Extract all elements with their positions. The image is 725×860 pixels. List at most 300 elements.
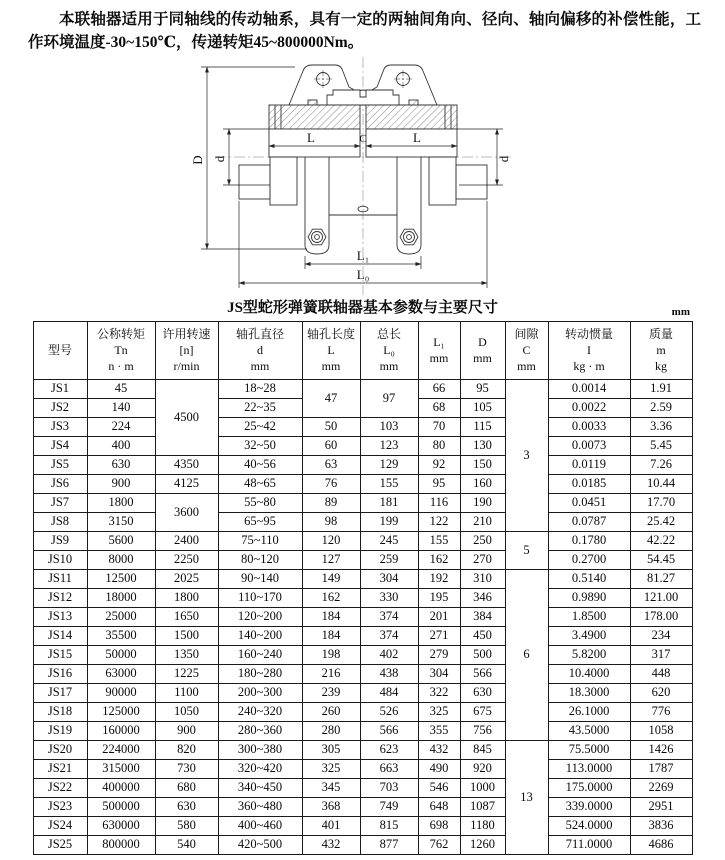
table-cell: 80~120 (218, 550, 302, 569)
table-cell: 140~200 (218, 626, 302, 645)
table-cell: 3.36 (630, 417, 692, 436)
table-cell: 97 (360, 379, 418, 417)
model-cell: JS9 (33, 531, 87, 550)
model-cell: JS20 (33, 740, 87, 759)
table-cell: 155 (418, 531, 460, 550)
table-cell: 125000 (87, 702, 155, 721)
table-cell: 304 (418, 664, 460, 683)
table-cell: 524.0000 (548, 816, 630, 835)
table-cell: 756 (460, 721, 505, 740)
table-cell: 13 (505, 740, 548, 854)
column-header-bore-length: 轴孔长度 L mm (302, 321, 360, 379)
table-cell: 18~28 (218, 379, 302, 398)
table-cell: 259 (360, 550, 418, 569)
key-nub-right (409, 100, 418, 105)
table-cell: 0.2700 (548, 550, 630, 569)
table-cell: 17.70 (630, 493, 692, 512)
table-cell: 900 (87, 474, 155, 493)
model-cell: JS25 (33, 835, 87, 854)
hub-body-right (366, 129, 457, 157)
table-cell: 4350 (155, 455, 218, 474)
table-cell: 0.0787 (548, 512, 630, 531)
table-cell: 40~56 (218, 455, 302, 474)
table-cell: 800000 (87, 835, 155, 854)
table-cell: 5.8200 (548, 645, 630, 664)
table-row (33, 797, 692, 816)
table-cell: 89 (302, 493, 360, 512)
table-cell: 3150 (87, 512, 155, 531)
table-cell: 113.0000 (548, 759, 630, 778)
table-cell: 711.0000 (548, 835, 630, 854)
table-cell: 75~110 (218, 531, 302, 550)
table-cell: 1058 (630, 721, 692, 740)
hub-lower-right (429, 157, 456, 205)
table-cell: 0.0451 (548, 493, 630, 512)
table-cell: 3 (505, 379, 548, 531)
table-cell: 540 (155, 835, 218, 854)
table-cell: 1.91 (630, 379, 692, 398)
table-cell: 325 (302, 759, 360, 778)
table-cell: 484 (360, 683, 418, 702)
table-cell: 1087 (460, 797, 505, 816)
table-cell: 25~42 (218, 417, 302, 436)
hex-bolt-icon (308, 229, 326, 245)
table-cell: 401 (302, 816, 360, 835)
table-cell: 216 (302, 664, 360, 683)
table-cell: 192 (418, 569, 460, 588)
table-cell: 50 (302, 417, 360, 436)
table-cell: 1260 (460, 835, 505, 854)
table-cell: 762 (418, 835, 460, 854)
table-row (33, 759, 692, 778)
key-nub-left (308, 100, 317, 105)
table-cell: 663 (360, 759, 418, 778)
table-cell: 70 (418, 417, 460, 436)
hex-bolt-icon (400, 229, 418, 245)
table-cell: 271 (418, 626, 460, 645)
table-cell: 162 (302, 588, 360, 607)
table-cell: 630 (155, 797, 218, 816)
intro-paragraph: 本联轴器适用于同轴线的传动轴系，具有一定的两轴间角向、径向、轴向偏移的补偿性能，工作环境温度-30~150℃，传递转矩45~800000Nm。 (28, 11, 701, 52)
table-cell: 18.3000 (548, 683, 630, 702)
table-cell: 345 (302, 778, 360, 797)
table-cell: 270 (460, 550, 505, 569)
column-header-moment-of-inertia: 转动惯量 I kg · m (548, 321, 630, 379)
table-row (33, 493, 692, 512)
table-row (33, 474, 692, 493)
model-cell: JS24 (33, 816, 87, 835)
table-cell: 26.1000 (548, 702, 630, 721)
table-cell: 75.5000 (548, 740, 630, 759)
table-cell: 920 (460, 759, 505, 778)
table-row (33, 417, 692, 436)
table-cell: 698 (418, 816, 460, 835)
table-cell: 18000 (87, 588, 155, 607)
table-cell: 121.00 (630, 588, 692, 607)
table-cell: 0.0185 (548, 474, 630, 493)
table-cell: 10.44 (630, 474, 692, 493)
table-cell: 3.4900 (548, 626, 630, 645)
table-cell: 210 (460, 512, 505, 531)
table-cell: 5.45 (630, 436, 692, 455)
table-cell: 63 (302, 455, 360, 474)
table-cell: 178.00 (630, 607, 692, 626)
table-cell: 400~460 (218, 816, 302, 835)
table-cell: 339.0000 (548, 797, 630, 816)
table-cell: 1426 (630, 740, 692, 759)
model-cell: JS1 (33, 379, 87, 398)
model-cell: JS11 (33, 569, 87, 588)
table-cell: 98 (302, 512, 360, 531)
model-cell: JS13 (33, 607, 87, 626)
dim-label-C: C (358, 132, 367, 145)
table-cell: 776 (630, 702, 692, 721)
model-cell: JS7 (33, 493, 87, 512)
table-cell: 730 (155, 759, 218, 778)
table-cell: 1000 (460, 778, 505, 797)
table-row (33, 721, 692, 740)
table-row (33, 607, 692, 626)
table-cell: 2269 (630, 778, 692, 797)
table-cell: 162 (418, 550, 460, 569)
document-page (0, 8, 725, 855)
table-cell: 330 (360, 588, 418, 607)
table-cell: 184 (302, 607, 360, 626)
dim-label-L-right: L (412, 129, 421, 145)
table-cell: 0.0073 (548, 436, 630, 455)
table-cell: 224 (87, 417, 155, 436)
table-cell: 122 (418, 512, 460, 531)
table-cell: 140 (87, 398, 155, 417)
table-cell: 3600 (155, 493, 218, 531)
table-cell: 648 (418, 797, 460, 816)
parameters-table (33, 321, 693, 855)
table-cell: 374 (360, 607, 418, 626)
model-cell: JS17 (33, 683, 87, 702)
table-title-row (33, 297, 692, 319)
column-header-mass: 质量 m kg (630, 321, 692, 379)
table-body (33, 379, 692, 854)
table-cell: 65~95 (218, 512, 302, 531)
table-cell: 566 (360, 721, 418, 740)
table-cell: 374 (360, 626, 418, 645)
table-cell: 346 (460, 588, 505, 607)
table-cell: 60 (302, 436, 360, 455)
table-cell: 2951 (630, 797, 692, 816)
table-row (33, 626, 692, 645)
table-cell: 355 (418, 721, 460, 740)
dim-label-d-left: d (211, 155, 227, 162)
table-cell: 22~35 (218, 398, 302, 417)
table-cell: 1225 (155, 664, 218, 683)
table-cell: 1500 (155, 626, 218, 645)
shaft-stub-right (456, 165, 487, 199)
column-header-nominal-torque: 公称转矩 Tn n · m (87, 321, 155, 379)
dim-label-D: D (189, 154, 205, 165)
column-header-bore-diameter: 轴孔直径 d mm (218, 321, 302, 379)
table-cell: 402 (360, 645, 418, 664)
table-cell: 175.0000 (548, 778, 630, 797)
table-cell: 5600 (87, 531, 155, 550)
dim-label-L1: L₁ (356, 247, 369, 263)
table-cell: 63000 (87, 664, 155, 683)
table-cell: 199 (360, 512, 418, 531)
table-row (33, 550, 692, 569)
table-cell: 54.45 (630, 550, 692, 569)
table-cell: 1.8500 (548, 607, 630, 626)
table-cell: 680 (155, 778, 218, 797)
table-cell: 580 (155, 816, 218, 835)
table-cell: 10.4000 (548, 664, 630, 683)
table-cell: 66 (418, 379, 460, 398)
table-cell: 260 (302, 702, 360, 721)
table-cell: 432 (302, 835, 360, 854)
table-cell: 438 (360, 664, 418, 683)
table-header (33, 321, 692, 379)
table-cell: 110~170 (218, 588, 302, 607)
table-cell: 105 (460, 398, 505, 417)
table-cell: 181 (360, 493, 418, 512)
table-cell: 123 (360, 436, 418, 455)
table-cell: 160~240 (218, 645, 302, 664)
table-cell: 116 (418, 493, 460, 512)
table-cell: 90000 (87, 683, 155, 702)
model-cell: JS3 (33, 417, 87, 436)
table-cell: 526 (360, 702, 418, 721)
table-row (33, 455, 692, 474)
flange-left (269, 105, 360, 129)
table-cell: 0.0022 (548, 398, 630, 417)
table-cell: 2250 (155, 550, 218, 569)
table-cell: 8000 (87, 550, 155, 569)
table-cell: 749 (360, 797, 418, 816)
table-cell: 12500 (87, 569, 155, 588)
table-cell: 184 (302, 626, 360, 645)
table-cell: 340~450 (218, 778, 302, 797)
model-cell: JS14 (33, 626, 87, 645)
table-cell: 103 (360, 417, 418, 436)
table-cell: 432 (418, 740, 460, 759)
table-cell: 500000 (87, 797, 155, 816)
table-cell: 325 (418, 702, 460, 721)
table-cell: 150 (460, 455, 505, 474)
table-cell: 0.0014 (548, 379, 630, 398)
table-cell: 180~280 (218, 664, 302, 683)
table-row (33, 379, 692, 398)
table-row (33, 436, 692, 455)
table-title: JS型蛇形弹簧联轴器基本参数与主要尺寸 (227, 299, 498, 316)
model-cell: JS16 (33, 664, 87, 683)
table-cell: 279 (418, 645, 460, 664)
column-header-model: 型号 (33, 321, 87, 379)
table-cell: 90~140 (218, 569, 302, 588)
table-cell: 160000 (87, 721, 155, 740)
model-cell: JS19 (33, 721, 87, 740)
table-cell: 384 (460, 607, 505, 626)
dim-label-L-left: L (306, 129, 315, 145)
table-cell: 95 (418, 474, 460, 493)
model-cell: JS23 (33, 797, 87, 816)
table-cell: 1350 (155, 645, 218, 664)
table-row (33, 702, 692, 721)
table-cell: 201 (418, 607, 460, 626)
table-row (33, 835, 692, 854)
table-cell: 50000 (87, 645, 155, 664)
table-row (33, 683, 692, 702)
table-cell: 630 (87, 455, 155, 474)
table-cell: 304 (360, 569, 418, 588)
table-cell: 130 (460, 436, 505, 455)
table-cell: 300~380 (218, 740, 302, 759)
table-cell: 900 (155, 721, 218, 740)
table-row (33, 816, 692, 835)
table-cell: 2025 (155, 569, 218, 588)
table-cell: 400 (87, 436, 155, 455)
hub-lower-left (270, 157, 297, 205)
table-cell: 55~80 (218, 493, 302, 512)
table-cell: 675 (460, 702, 505, 721)
table-cell: 2400 (155, 531, 218, 550)
table-cell: 450 (460, 626, 505, 645)
table-cell: 43.5000 (548, 721, 630, 740)
table-header-row (33, 321, 692, 379)
table-cell: 80 (418, 436, 460, 455)
table-cell: 315000 (87, 759, 155, 778)
table-cell: 198 (302, 645, 360, 664)
coupling-drawing-svg (177, 57, 549, 297)
table-cell: 368 (302, 797, 360, 816)
table-cell: 280 (302, 721, 360, 740)
model-cell: JS22 (33, 778, 87, 797)
table-cell: 245 (360, 531, 418, 550)
table-cell: 703 (360, 778, 418, 797)
model-cell: JS5 (33, 455, 87, 474)
model-cell: JS2 (33, 398, 87, 417)
table-cell: 120~200 (218, 607, 302, 626)
table-cell: 4500 (155, 379, 218, 455)
table-row (33, 588, 692, 607)
shaft-stub-left (239, 165, 270, 199)
table-cell: 1100 (155, 683, 218, 702)
table-cell: 1050 (155, 702, 218, 721)
table-cell: 0.0119 (548, 455, 630, 474)
table-cell: 95 (460, 379, 505, 398)
table-cell: 35500 (87, 626, 155, 645)
table-cell: 7.26 (630, 455, 692, 474)
table-cell: 224000 (87, 740, 155, 759)
dim-label-L0: L₀ (356, 266, 369, 282)
table-cell: 490 (418, 759, 460, 778)
table-cell: 195 (418, 588, 460, 607)
table-cell: 630 (460, 683, 505, 702)
table-cell: 320~420 (218, 759, 302, 778)
table-cell: 4686 (630, 835, 692, 854)
column-header-clearance: 间隙 C mm (505, 321, 548, 379)
table-cell: 115 (460, 417, 505, 436)
table-cell: 155 (360, 474, 418, 493)
dim-label-d-right: d (495, 155, 511, 162)
model-cell: JS8 (33, 512, 87, 531)
table-cell: 420~500 (218, 835, 302, 854)
table-cell: 25.42 (630, 512, 692, 531)
model-cell: JS18 (33, 702, 87, 721)
table-cell: 820 (155, 740, 218, 759)
table-cell: 1800 (87, 493, 155, 512)
table-cell: 845 (460, 740, 505, 759)
table-cell: 2.59 (630, 398, 692, 417)
coupling-drawing (177, 57, 549, 297)
table-cell: 317 (630, 645, 692, 664)
model-cell: JS4 (33, 436, 87, 455)
table-cell: 239 (302, 683, 360, 702)
table-cell: 322 (418, 683, 460, 702)
table-cell: 280~360 (218, 721, 302, 740)
table-cell: 5 (505, 531, 548, 569)
table-cell: 1180 (460, 816, 505, 835)
table-cell: 623 (360, 740, 418, 759)
table-cell: 76 (302, 474, 360, 493)
column-header-allowable-speed: 许用转速 [n] r/min (155, 321, 218, 379)
table-cell: 1800 (155, 588, 218, 607)
table-cell: 6 (505, 569, 548, 740)
table-cell: 620 (630, 683, 692, 702)
table-cell: 92 (418, 455, 460, 474)
model-cell: JS21 (33, 759, 87, 778)
table-cell: 129 (360, 455, 418, 474)
model-cell: JS12 (33, 588, 87, 607)
table-cell: 0.9890 (548, 588, 630, 607)
column-header-L1: L₁ mm (418, 321, 460, 379)
table-cell: 566 (460, 664, 505, 683)
table-row (33, 664, 692, 683)
table-cell: 120 (302, 531, 360, 550)
table-cell: 149 (302, 569, 360, 588)
table-cell: 305 (302, 740, 360, 759)
flange-right (366, 105, 457, 129)
table-cell: 448 (630, 664, 692, 683)
table-cell: 200~300 (218, 683, 302, 702)
table-row (33, 512, 692, 531)
column-header-total-length: 总长 L₀ mm (360, 321, 418, 379)
column-header-D: D mm (460, 321, 505, 379)
table-cell: 190 (460, 493, 505, 512)
table-cell: 47 (302, 379, 360, 417)
table-cell: 1650 (155, 607, 218, 626)
table-cell: 127 (302, 550, 360, 569)
table-cell: 81.27 (630, 569, 692, 588)
table-cell: 546 (418, 778, 460, 797)
table-cell: 1787 (630, 759, 692, 778)
table-cell: 3836 (630, 816, 692, 835)
table-cell: 240~320 (218, 702, 302, 721)
table-cell: 877 (360, 835, 418, 854)
table-cell: 310 (460, 569, 505, 588)
table-cell: 42.22 (630, 531, 692, 550)
table-cell: 25000 (87, 607, 155, 626)
table-cell: 234 (630, 626, 692, 645)
table-cell: 4125 (155, 474, 218, 493)
model-cell: JS10 (33, 550, 87, 569)
table-row (33, 740, 692, 759)
table-cell: 360~480 (218, 797, 302, 816)
table-row (33, 569, 692, 588)
table-cell: 400000 (87, 778, 155, 797)
table-cell: 160 (460, 474, 505, 493)
table-row (33, 778, 692, 797)
table-row (33, 645, 692, 664)
table-cell: 45 (87, 379, 155, 398)
table-cell: 630000 (87, 816, 155, 835)
